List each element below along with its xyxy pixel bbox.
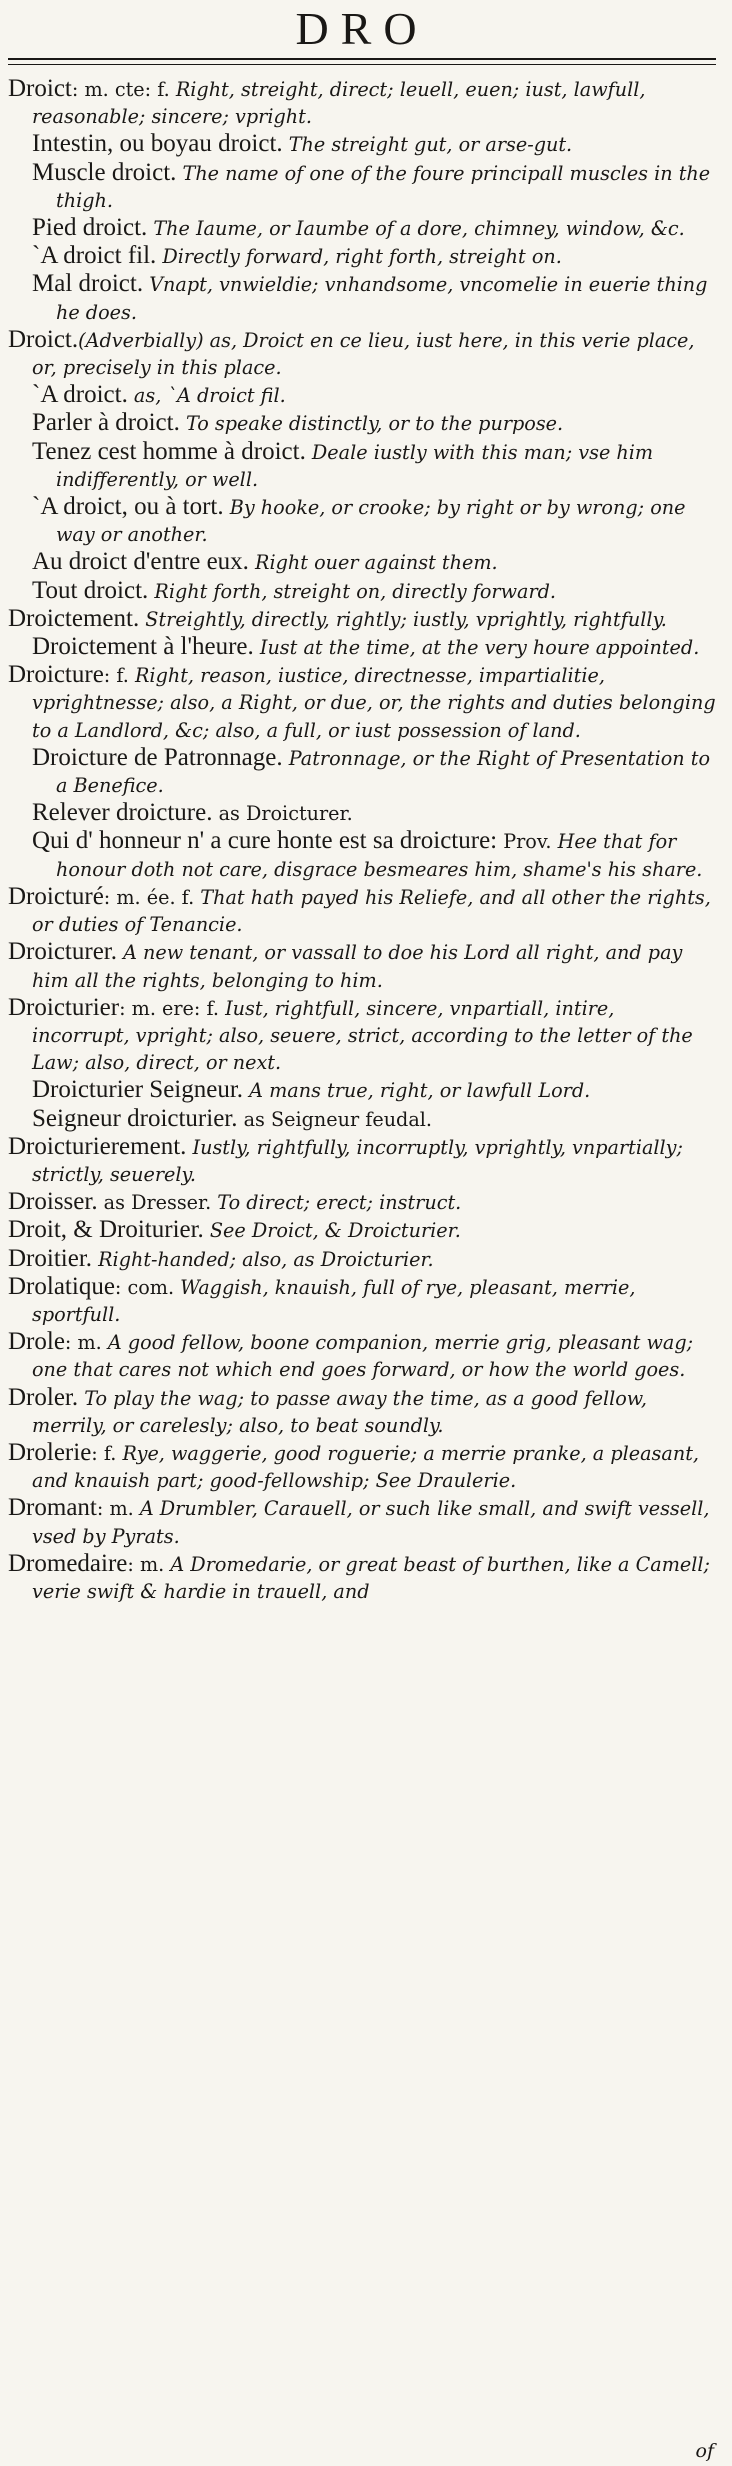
grammar-note: as Dresser. (97, 1191, 212, 1215)
dictionary-entry (8, 75, 716, 130)
dictionary-entry (8, 1216, 716, 1244)
sub-entry (8, 633, 716, 661)
sub-entry (8, 1076, 716, 1104)
dictionary-entry (8, 1245, 716, 1273)
definition: A mans true, right, or lawfull Lord. (243, 1079, 591, 1103)
headword: Droicture de Patronnage. (32, 743, 283, 771)
header-rule (8, 58, 716, 65)
definition: The streight gut, or arse-gut. (282, 133, 573, 157)
headword: Droicturier (8, 993, 120, 1021)
definition: By hooke, or crooke; by right or by wrong; one way or another. (56, 496, 686, 547)
dictionary-entry (8, 1494, 716, 1549)
definition: Right, streight, direct; leuell, euen; iust, lawfull, reasonable; sincere; vpright. (32, 78, 646, 129)
headword: Droicturé (8, 882, 104, 910)
dictionary-entry (8, 994, 716, 1077)
sub-entry (8, 1105, 716, 1133)
dictionary-entry (8, 605, 716, 633)
definition: Streightly, directly, rightly; iustly, vprightly, rightfully. (139, 607, 667, 631)
grammar-note: : m. ere: f. (119, 996, 219, 1020)
sub-entry (8, 409, 716, 437)
definition: To play the wag; to passe away the time, as a good fellow, merrily, or carelesly; also, to beat soundly. (32, 1386, 648, 1437)
dictionary-entry (8, 661, 716, 744)
definition: as, `A droict fil. (127, 384, 286, 408)
headword: Droicture (8, 661, 104, 689)
headword: `A droict. (32, 381, 128, 409)
definition: A good fellow, boone companion, merrie grig, pleasant wag; one that cares not which end goes forward, or how the world goes. (32, 1331, 694, 1382)
grammar-note: as Seigneur feudal. (237, 1107, 433, 1131)
dictionary-entry (8, 1384, 716, 1439)
sub-entry (8, 493, 716, 548)
sub-entry (8, 130, 716, 158)
headword: `A droict, ou à tort. (32, 493, 224, 521)
sub-entry (8, 548, 716, 576)
sub-entry (8, 381, 716, 409)
dictionary-entry (8, 1273, 716, 1328)
headword: Droictement. (8, 604, 140, 632)
dictionary-entry (8, 1188, 716, 1216)
headword: Tout droict. (32, 576, 149, 604)
headword: Droictement à l'heure. (32, 633, 254, 661)
headword: Drole (8, 1328, 65, 1356)
definition: Directly forward, right forth, streight on. (156, 245, 562, 269)
headword: Mal droict. (32, 270, 144, 298)
definition: A new tenant, or vassall to doe his Lord all right, and pay him all the rights, belonging to him. (32, 941, 683, 992)
headword: Droicturier Seigneur. (32, 1076, 244, 1104)
definition: Vnapt, vnwieldie; vnhandsome, vncomelie in euerie thing he does. (56, 273, 708, 324)
headword: Droler. (8, 1383, 79, 1411)
definition: Hee that for honour doth not care, disgrace besmeares him, shame's his share. (56, 830, 703, 881)
definition: The name of one of the foure principall muscles in the thigh. (56, 161, 711, 212)
definition: A Drumbler, Carauell, or such like small, and swift vessell, vsed by Pyrats. (32, 1497, 710, 1548)
headword: Droicturer. (8, 938, 117, 966)
definition: Right-handed; also, as Droicturier. (92, 1247, 434, 1271)
sub-entry (8, 577, 716, 605)
catchword: of (695, 2440, 714, 2462)
dictionary-entry (8, 883, 716, 938)
definition: A Dromedarie, or great beast of burthen, like a Camell; verie swift & hardie in trauell, and (32, 1552, 711, 1603)
grammar-note: : f. (103, 664, 129, 688)
grammar-note: : m. cte: f. (71, 78, 170, 101)
headword: Tenez cest homme à droict. (32, 437, 306, 465)
headword: Qui d' honneur n' a cure honte est sa droicture: (32, 827, 498, 855)
grammar-note: : m. (96, 1497, 134, 1521)
headword: Relever droicture. (32, 799, 213, 827)
grammar-note: : f. (91, 1441, 117, 1465)
dictionary-entry (8, 1439, 716, 1494)
definition: Patronnage, or the Right of Presentation to a Benefice. (56, 746, 711, 798)
headword: Muscle droict. (32, 158, 177, 186)
headword: Pied droict. (32, 214, 148, 242)
definition: Iust, rightfull, sincere, vnpartiall, intire, incorrupt, vpright; also, seuere, strict, according to the letter of the Law; also, direct, or next. (32, 996, 693, 1075)
definition: Iust at the time, at the very houre appointed. (253, 636, 700, 660)
definition: That hath payed his Reliefe, and all other the rights, or duties of Tenancie. (32, 885, 711, 937)
headword: Au droict d'entre eux. (32, 548, 249, 576)
sub-entry (8, 159, 716, 214)
definition: Rye, waggerie, good roguerie; a merrie pranke, a pleasant, and knauish part; good-fellowship; See Draulerie. (32, 1441, 700, 1493)
grammar-note: : com. (114, 1275, 175, 1299)
definition: Deale iustly with this man; vse him indifferently, or well. (56, 440, 654, 491)
dictionary-entry (8, 1328, 716, 1383)
definition: Right ouer against them. (248, 551, 498, 575)
definition: Iustly, rightfully, incorruptly, vprightly, vnpartially; strictly, seuerely. (32, 1135, 683, 1186)
definition: Waggish, knauish, full of rye, pleasant, merrie, sportfull. (32, 1275, 636, 1326)
grammar-note: : m. (127, 1552, 165, 1576)
headword: Drolerie (8, 1438, 92, 1466)
sub-entry (8, 214, 716, 242)
sub-entry (8, 242, 716, 270)
dictionary-entry (8, 326, 716, 381)
headword: Dromedaire (8, 1549, 128, 1577)
grammar-note: : m. (64, 1331, 102, 1355)
headword: Droisser. (8, 1188, 98, 1216)
headword: Intestin, ou boyau droict. (32, 130, 283, 158)
page-header: DRO (295, 3, 429, 54)
headword: Droict. (8, 325, 79, 353)
definition: Right, reason, iustice, directnesse, impartialitie, vprightnesse; also, a Right, or due, or, the rights and duties belonging to a Landlord, &c; also, a full, or iust possession of land. (32, 664, 716, 742)
sub-entry (8, 438, 716, 493)
headword: `A droict fil. (32, 242, 157, 270)
headword: Dromant (8, 1494, 97, 1522)
sub-entry (8, 270, 716, 325)
sub-entry (8, 744, 716, 799)
definition: (Adverbially) as, Droict en ce lieu, iust here, in this verie place, or, precisely in this place. (32, 328, 695, 380)
dictionary-entry (8, 1550, 716, 1605)
headword: Seigneur droicturier. (32, 1104, 238, 1132)
grammar-note: as Droicturer. (212, 802, 353, 826)
sub-entry (8, 827, 716, 882)
grammar-note: Prov. (497, 830, 552, 854)
dictionary-entry (8, 938, 716, 993)
entry-list (8, 75, 716, 1605)
headword: Droit, & Droiturier. (8, 1216, 204, 1244)
headword: Drolatique (8, 1272, 115, 1300)
headword: Droitier. (8, 1244, 93, 1272)
grammar-note: : m. ée. f. (103, 885, 195, 909)
definition: To speake distinctly, or to the purpose. (179, 412, 564, 436)
definition: To direct; erect; instruct. (211, 1191, 462, 1215)
definition: Right forth, streight on, directly forward. (148, 579, 557, 603)
definition: The Iaume, or Iaumbe of a dore, chimney, window, &c. (147, 217, 685, 241)
dictionary-entry (8, 1133, 716, 1188)
headword: Parler à droict. (32, 409, 180, 437)
definition: See Droict, & Droicturier. (203, 1219, 461, 1243)
headword: Droicturierement. (8, 1132, 187, 1160)
sub-entry (8, 799, 716, 827)
headword: Droict (8, 75, 72, 102)
